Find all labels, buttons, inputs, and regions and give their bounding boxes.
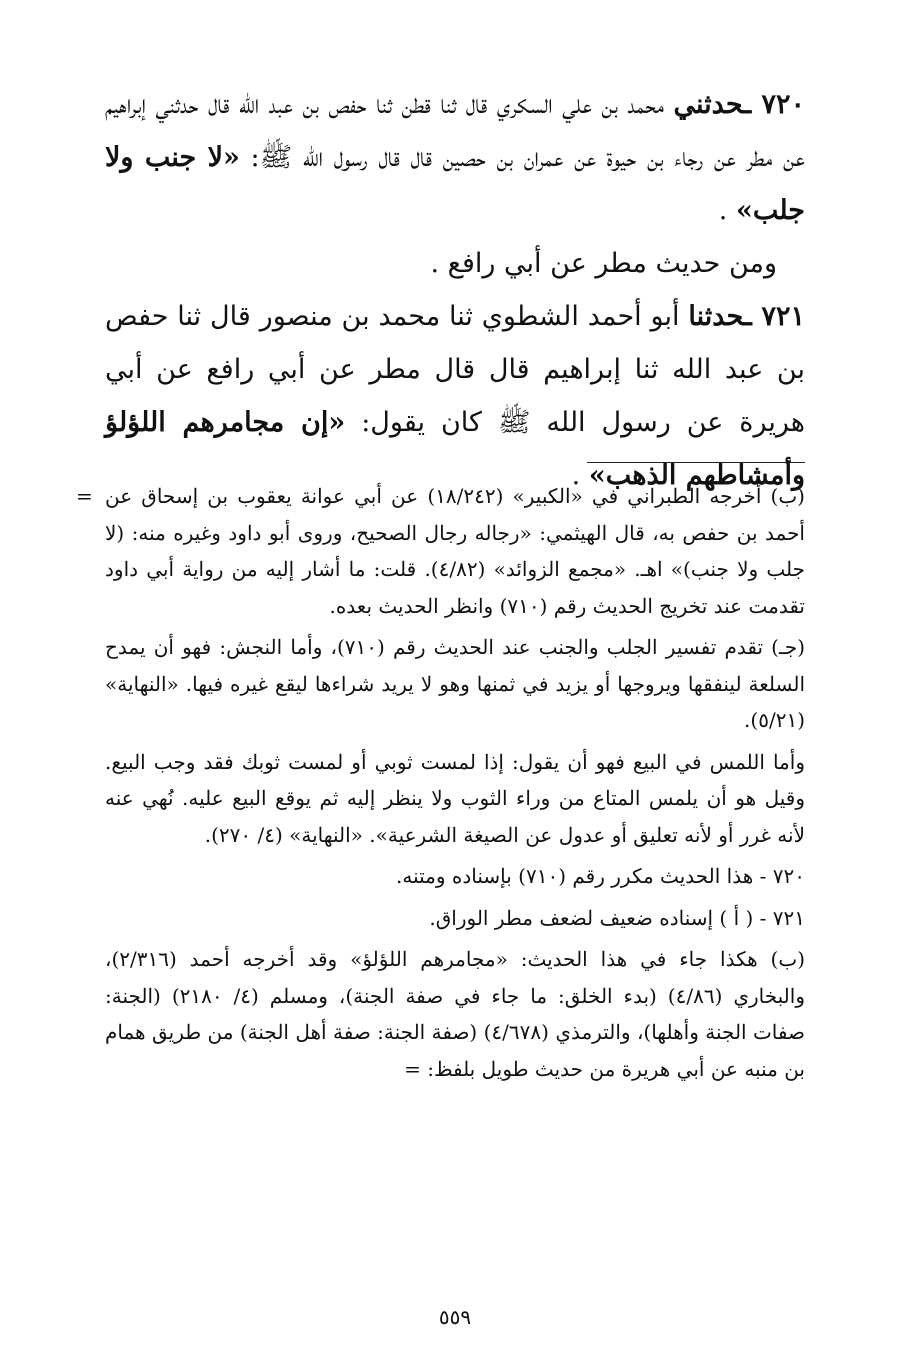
hadith-720-end: . bbox=[718, 195, 736, 226]
footnote-4: ٧٢٠ - هذا الحديث مكرر رقم (٧١٠) بإسناده ومتنه. bbox=[395, 864, 805, 888]
footnote-6: (ب) هكذا جاء في هذا الحديث: «مجامرهم اللؤلؤ» وقد أخرجه أحمد (٢/٣١٦)، والبخاري (٤/٨٦) (بدء الخلق: ما جاء في صفة الجنة)، ومسلم (٤/ ٢١٨٠) (الجنة: صفات الجنة وأهلها)، والترمذي (٤/٦٧٨) (صفة الجنة: صفة أهل الجنة) من طريق همام بن منبه عن أبي هريرة من حديث طويل بلفظ: = bbox=[105, 947, 805, 1081]
hadith-721-matn: «إن مجامرهم اللؤلؤ وأمشاطهم الذهب» bbox=[105, 407, 805, 491]
footnote-divider bbox=[587, 462, 805, 463]
footnote-3: وأما اللمس في البيع فهو أن يقول: إذا لمست ثوبي أو لمست ثوبك فقد وجب البيع. وقيل هو أن يلمس المتاع من وراء الثوب ولا ينظر إليه ثم يوقع البيع عليه. نُهي عنه لأنه غرر أو لأنه تعليق أو عدول عن الصيغة الشرعية». «النهاية» (٤/ ٢٧٠). bbox=[105, 749, 805, 847]
continuation-mark: = bbox=[76, 484, 93, 508]
hadith-721-isnad: أبو أحمد الشطوي ثنا محمد بن منصور قال ثنا حفص بن عبد الله ثنا إبراهيم قال قال مطر عن أبي رافع عن أبي هريرة عن رسول الله ﷺ كان يقول: bbox=[105, 301, 805, 438]
hadith-721-intro: حدثنا bbox=[688, 301, 744, 332]
hadith-721 bbox=[105, 290, 805, 502]
page-number: ٥٥٩ bbox=[438, 1305, 472, 1329]
main-text bbox=[105, 78, 805, 502]
hadith-721-end: . bbox=[571, 460, 589, 491]
section-note: ومن حديث مطر عن أبي رافع . bbox=[430, 248, 777, 279]
hadith-720-isnad: محمد بن علي السكري قال ثنا قطن ثنا حفص بن عبد الله قال حدثني إبراهيم عن مطر عن رجاء بن حيوة عن عمران بن حصين قال قال رسول الله ﷺ: bbox=[105, 89, 805, 173]
footnote-5: ٧٢١ - ( أ ) إسناده ضعيف لضعف مطر الوراق. bbox=[429, 905, 805, 930]
hadith-720-number: ٧٢٠ ـ bbox=[743, 89, 805, 120]
footnote-1: (ب) أخرجه الطبراني في «الكبير» (١٨/٢٤٢) عن أبي عوانة يعقوب بن إسحاق عن أحمد بن حفص به، قال الهيثمي: «رجاله رجال الصحيح، وروى أبو داود وغيره منه: (لا جلب ولا جنب)» اهـ. «مجمع الزوائد» (٤/٨٢). قلت: ما أشار إليه من رواية أبي داود تقدمت عند تخريج الحديث رقم (٧١٠) وانظر الحديث بعده. bbox=[105, 484, 805, 618]
footnote-2: (جـ) تقدم تفسير الجلب والجنب عند الحديث رقم (٧١٠)، وأما النجش: فهو أن يمدح السلعة لينفقها ويروجها أو يزيد في ثمنها وهو لا يريد شراءها ليقع غيره فيها. «النهاية» (٥/٢١). bbox=[105, 635, 806, 732]
hadith-720-matn: «لا جنب ولا جلب» bbox=[105, 142, 805, 226]
hadith-720-intro: حدثني bbox=[673, 89, 744, 120]
hadith-720 bbox=[105, 78, 805, 237]
hadith-721-number: ٧٢١ ـ bbox=[743, 301, 806, 332]
footnotes bbox=[105, 478, 805, 1087]
